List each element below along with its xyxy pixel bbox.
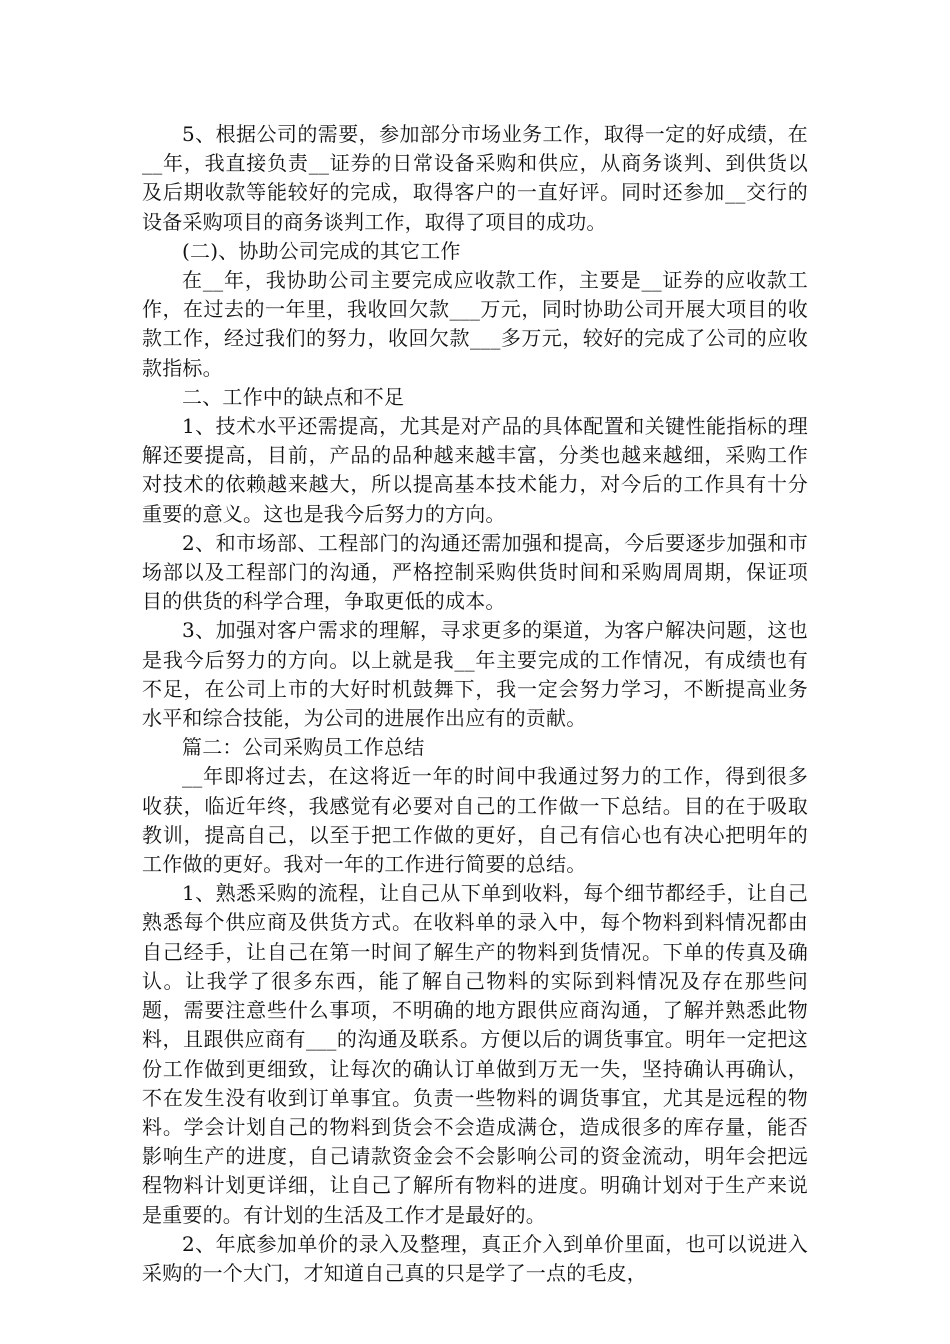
section-heading-shortcomings: 二、工作中的缺点和不足 [182,384,405,409]
paragraph-article-two-item-1: 1、熟悉采购的流程，让自己从下单到收料，每个细节都经手，让自己熟悉每个供应商及供货方式。在收料单的录入中，每个物料到料情况都由自己经手，让自己在第一时间了解生产的物料到货情况。下单的传真及确认。让我学了很多东西，能了解自己物料的实际到料情况及存在那些问题，需要注意些什么事项，不明确的地方跟供应商沟通，了解并熟悉此物料，且跟供应商有___的沟通及联系。方便以后的调货事宜。明年一定把这份工作做到更细致，让每次的确认订单做到万无一失，坚持确认再确认，不在发生没有收到订单事宜。负责一些物料的调货事宜，尤其是远程的物料。学会计划自己的物料到货会不会造成满仓，造成很多的库存量，能否影响生产的进度，自己请款资金会不会影响公司的资金流动，明年会把远程物料计划更详细，让自己了解所有物料的进度。明确计划对于生产来说是重要的。有计划的生活及工作才是最好的。 [142,881,808,1227]
document-body [142,120,808,1288]
section-heading-article-two: 篇二：公司采购员工作总结 [182,735,425,760]
paragraph-shortcoming-1: 1、技术水平还需提高，尤其是对产品的具体配置和关键性能指标的理解还要提高，目前，产品的品种越来越丰富，分类也越来越细，采购工作对技术的依赖越来越大，所以提高基本技术能力，对今后的工作具有十分重要的意义。这也是我今后努力的方向。 [142,414,808,526]
paragraph-receivables: 在__年，我协助公司主要完成应收款工作，主要是__证券的应收款工作，在过去的一年里，我收回欠款___万元，同时协助公司开展大项目的收款工作，经过我们的努力，收回欠款___多万元，较好的完成了公司的应收款指标。 [142,268,808,380]
paragraph-article-two-intro: __年即将过去，在这将近一年的时间中我通过努力的工作，得到很多收获，临近年终，我感觉有必要对自己的工作做一下总结。目的在于吸取教训，提高自己，以至于把工作做的更好，自己有信心也有决心把明年的工作做的更好。我对一年的工作进行简要的总结。 [142,764,808,877]
section-heading-other-work: (二)、协助公司完成的其它工作 [182,238,461,263]
paragraph-shortcoming-2: 2、和市场部、工程部门的沟通还需加强和提高，今后要逐步加强和市场部以及工程部门的沟通，严格控制采购供货时间和采购周周期，保证项目的供货的科学合理，争取更低的成本。 [142,530,808,614]
paragraph-article-two-item-2: 2、年底参加单价的录入及整理，真正介入到单价里面，也可以说进入采购的一个大门，才知道自己真的只是学了一点的毛皮， [142,1231,808,1285]
paragraph-shortcoming-3: 3、加强对客户需求的理解，寻求更多的渠道，为客户解决问题，这也是我今后努力的方向。以上就是我__年主要完成的工作情况，有成绩也有不足，在公司上市的大好时机鼓舞下，我一定会努力学习，不断提高业务水平和综合技能，为公司的进展作出应有的贡献。 [142,618,808,731]
paragraph-item-5-result: 5、根据公司的需要，参加部分市场业务工作，取得一定的好成绩，在__年，我直接负责__证券的日常设备采购和供应，从商务谈判、到供货以及后期收款等能较好的完成，取得客户的一直好评。同时还参加__交行的设备采购项目的商务谈判工作，取得了项目的成功。 [142,122,808,234]
